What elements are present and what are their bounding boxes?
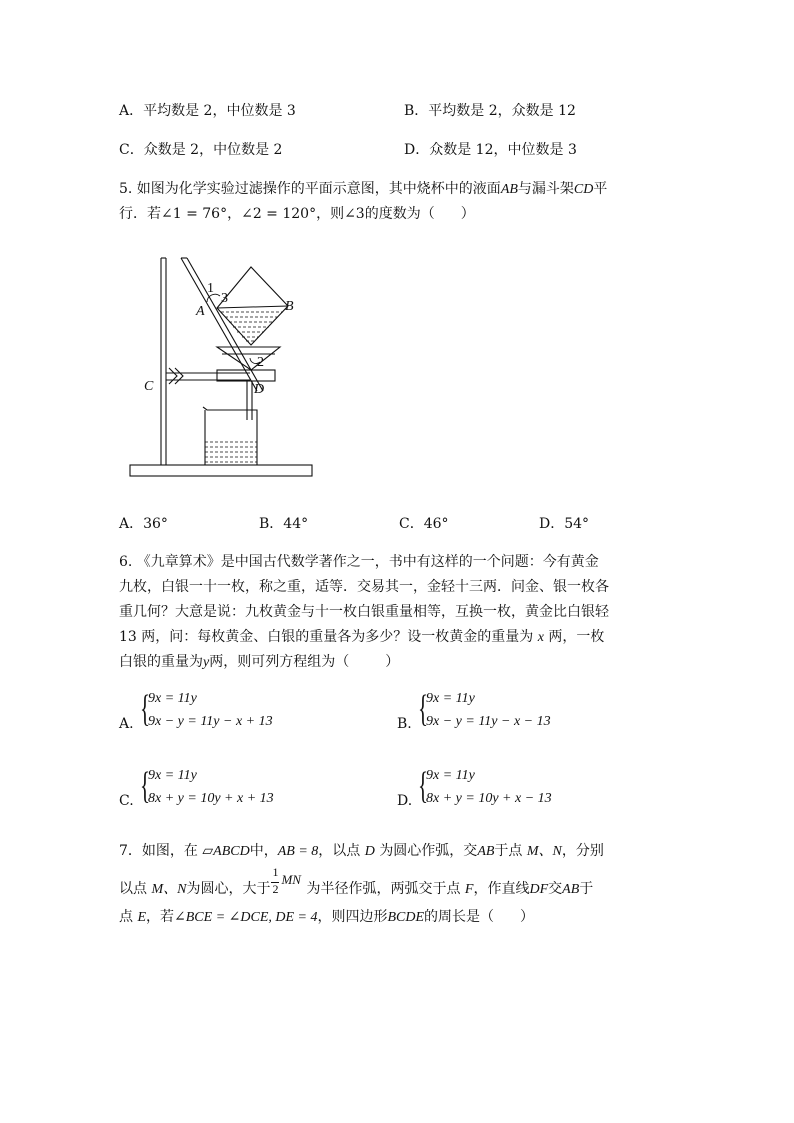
q6-option-c-label: C. bbox=[119, 793, 134, 809]
brace-icon: { bbox=[418, 765, 429, 807]
label-d: D bbox=[254, 382, 265, 397]
brace-icon: { bbox=[140, 765, 151, 807]
q6-option-d-system: { 9x = 11y 8x + y = 10y + x − 13 bbox=[418, 765, 552, 807]
q6-line1: 6. 《九章算术》是中国古代数学著作之一，书中有这样的一个问题：今有黄金 bbox=[119, 554, 599, 570]
q5-line2: 行．若∠1 = 76°，∠2 = 120°，则∠3的度数为（ ） bbox=[119, 206, 475, 222]
q4-option-b: B．平均数是 2，众数是 12 bbox=[404, 103, 576, 119]
q6-line4: 13 两，问：每枚黄金、白银的重量各为多少？设一枚黄金的重量为 x 两，一枚 bbox=[119, 629, 605, 645]
q4-option-d: D．众数是 12，中位数是 3 bbox=[404, 142, 577, 158]
q7-line3: 点 E，若∠BCE = ∠DCE, DE = 4，则四边形BCDE的周长是（ ） bbox=[119, 909, 535, 925]
label-3: 3 bbox=[221, 291, 228, 306]
label-a: A bbox=[196, 304, 205, 319]
fraction-numerator: 1 bbox=[272, 865, 279, 879]
q5-option-a: A．36° bbox=[119, 516, 168, 532]
label-1: 1 bbox=[207, 281, 214, 296]
q6-option-c-system: { 9x = 11y 8x + y = 10y + x + 13 bbox=[140, 765, 274, 807]
q6-line5: 白银的重量为y两，则可列方程组为（ ） bbox=[119, 654, 400, 670]
q5-option-c: C．46° bbox=[399, 516, 449, 532]
fraction-denominator: 2 bbox=[272, 882, 279, 896]
q5-line1: 5. 如图为化学实验过滤操作的平面示意图，其中烧杯中的液面AB与漏斗架CD平 bbox=[119, 181, 608, 197]
q6-line3: 重几何？大意是说：九枚黄金与十一枚白银重量相等，互换一枚，黄金比白银轻 bbox=[119, 604, 609, 620]
q4-option-a: A．平均数是 2，中位数是 3 bbox=[119, 103, 296, 119]
label-c: C bbox=[144, 379, 154, 394]
brace-icon: { bbox=[140, 688, 151, 730]
label-2: 2 bbox=[257, 355, 264, 370]
q6-option-a-system: { 9x = 11y 9x − y = 11y − x + 13 bbox=[140, 688, 273, 730]
label-b: B bbox=[285, 299, 294, 314]
q7-line2: 以点 M、N为圆心，大于 1 2 MN 为半径作弧，两弧交于点 F，作直线DF交AB于 bbox=[119, 865, 594, 897]
stand-base bbox=[130, 465, 312, 476]
q6-option-a-label: A. bbox=[119, 716, 134, 732]
q6-line2: 九枚，白银一十一枚，称之重，适等．交易其一，金轻十三两．问金、银一枚各 bbox=[119, 579, 609, 595]
filtration-figure bbox=[125, 250, 325, 480]
q6-option-b-system: { 9x = 11y 9x − y = 11y − x − 13 bbox=[418, 688, 551, 730]
q6-option-d-label: D. bbox=[397, 793, 413, 809]
q5-option-b: B．44° bbox=[259, 516, 309, 532]
q4-option-c: C．众数是 2，中位数是 2 bbox=[119, 142, 283, 158]
q5-option-d: D．54° bbox=[539, 516, 590, 532]
brace-icon: { bbox=[418, 688, 429, 730]
q7-line1: 7．如图，在 ▱ABCD中，AB = 8，以点 D 为圆心作弧，交AB于点 M、N，分别 bbox=[119, 843, 604, 859]
q6-option-b-label: B. bbox=[397, 716, 412, 732]
